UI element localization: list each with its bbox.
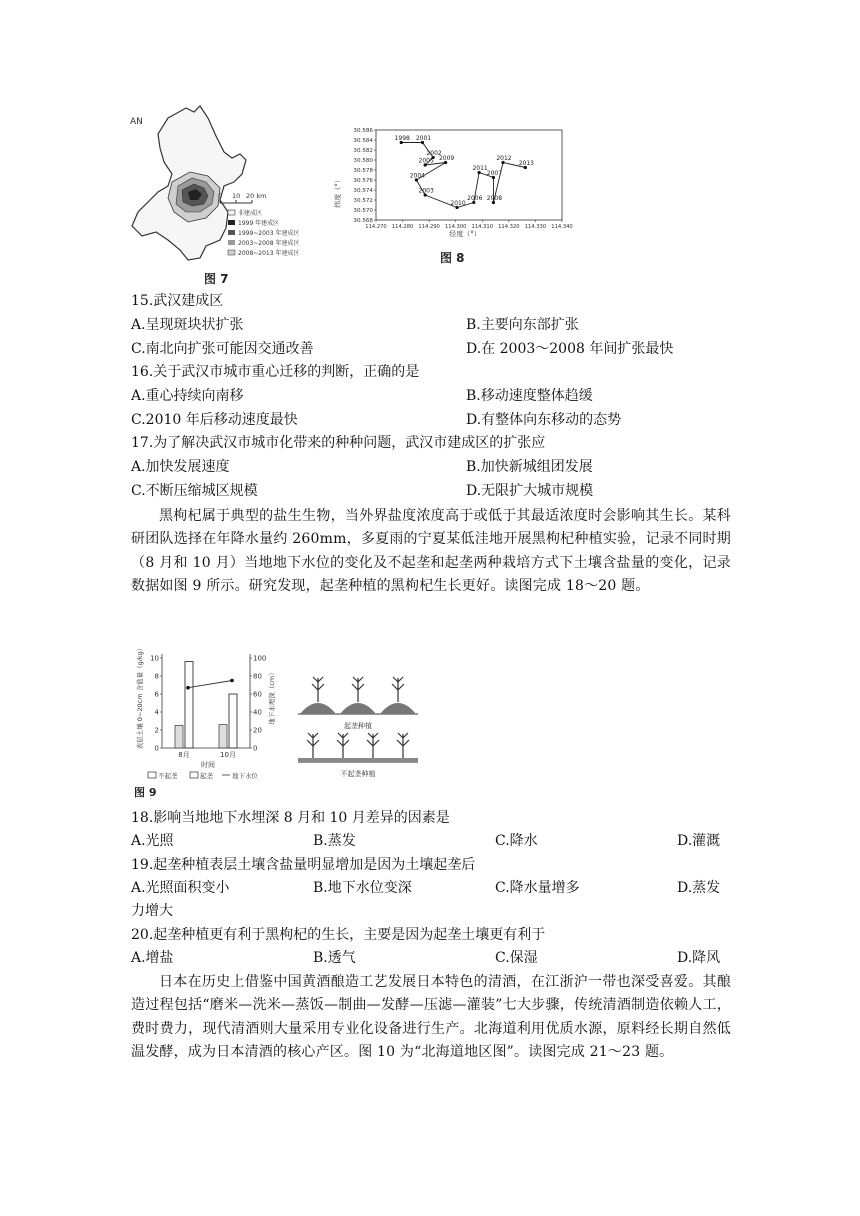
passage-japanese-sake: 日本在历史上借鉴中国黄酒酿造工艺发展日本特色的清酒，在江浙沪一带也深受喜爱。其酿造过程包括“磨米—洗米—蒸饭—制曲—发酵—压滤—灌装”七大步骤，传统清酒制造依赖人工，费时费力，现代清酒则大量采用专业化设备进行生产。北海道利用优质水源，原料经长期自然低温发酵，成为日本清酒的核心产区。图 10 为“北海道地区图”。读图完成 21～23 题。 bbox=[131, 974, 731, 1061]
figure-8-caption: 图 8 bbox=[440, 251, 465, 265]
fig8-x-tick-label: 114.280 bbox=[391, 224, 414, 230]
fig8-y-tick-label: 30.570 bbox=[353, 208, 373, 214]
q19-stem: 19.起垄种植表层土壤含盐量明显增加是因为土壤起垄后 bbox=[131, 857, 476, 873]
fig8-point-label-2002: 2002 bbox=[426, 150, 442, 157]
q19-option-a[interactable]: A.光照面积变小 bbox=[131, 880, 230, 896]
fig9-groundwater-line bbox=[188, 681, 232, 688]
fig8-plot-frame bbox=[376, 130, 562, 220]
fig8-point-label-2011: 2011 bbox=[472, 165, 488, 172]
legend-item-5: 2008~2013 年建成区 bbox=[238, 250, 300, 257]
fig9-left-tick-label: 10 bbox=[150, 654, 159, 663]
fig8-y-tick-label: 30.580 bbox=[353, 158, 373, 164]
label-flat-planting: 不起垄种植 bbox=[340, 770, 376, 778]
fig8-ylabel: 纬度（°） bbox=[334, 176, 342, 208]
north-arrow-label: AN bbox=[130, 117, 143, 127]
q19-option-d-continued: 力增大 bbox=[131, 903, 173, 919]
fig8-point-label-2013: 2013 bbox=[518, 160, 534, 167]
fig8-x-tick-label: 114.330 bbox=[524, 224, 547, 230]
fig9-ylabel-left: 表层土壤 0~20cm 含盐量（g/kg） bbox=[136, 644, 144, 750]
fig9-right-tick-label: 60 bbox=[253, 690, 262, 699]
scale-tick-0: 0 bbox=[218, 192, 223, 200]
fig9-right-tick-label: 80 bbox=[253, 672, 262, 681]
fig8-y-tick-label: 30.576 bbox=[353, 178, 373, 184]
q15-option-a[interactable]: A.呈现斑块状扩张 bbox=[131, 317, 244, 333]
fig8-point-label-2003: 2003 bbox=[418, 187, 434, 195]
fig9-legend-flat: 不起垄 bbox=[158, 772, 178, 780]
label-ridge-planting: 起垄种植 bbox=[344, 722, 372, 730]
map-legend bbox=[228, 209, 299, 257]
figure-9-caption: 图 9 bbox=[134, 786, 157, 799]
q15-option-c[interactable]: C.南北向扩张可能因交通改善 bbox=[131, 341, 314, 357]
figure-7-caption: 图 7 bbox=[204, 272, 229, 286]
q18-option-a[interactable]: A.光照 bbox=[131, 833, 174, 849]
q17-option-b[interactable]: B.加快新城组团发展 bbox=[466, 459, 593, 475]
q17-stem: 17.为了解决武汉市城市化带来的种种问题，武汉市建成区的扩张应 bbox=[131, 435, 546, 451]
fig8-x-tick-label: 114.310 bbox=[471, 224, 494, 230]
fig8-y-tick-label: 30.574 bbox=[353, 188, 373, 194]
q20-option-d[interactable]: D.降风 bbox=[677, 950, 721, 966]
fig9-left-tick-label: 2 bbox=[154, 726, 159, 735]
fig9-legend-groundwater: 地下水位 bbox=[232, 772, 258, 780]
fig8-y-tick-label: 30.586 bbox=[353, 128, 373, 134]
fig8-point-label-2009: 2009 bbox=[438, 155, 455, 162]
fig8-y-tick-label: 30.578 bbox=[353, 168, 373, 174]
q19-option-b[interactable]: B.地下水位变深 bbox=[313, 880, 412, 896]
q20-stem: 20.起垄种植更有利于黑枸杞的生长，主要是因为起垄土壤更有利于 bbox=[131, 927, 546, 943]
fig8-point-label-2001: 2001 bbox=[415, 135, 432, 142]
fig8-point-label-2007: 2007 bbox=[486, 170, 503, 177]
fig9-xlabel: 时间 bbox=[201, 761, 215, 769]
q18-option-b[interactable]: B.蒸发 bbox=[313, 833, 356, 849]
q17-option-a[interactable]: A.加快发展速度 bbox=[131, 459, 230, 475]
q16-option-a[interactable]: A.重心持续向南移 bbox=[131, 388, 244, 404]
figure-8-chart bbox=[330, 122, 573, 268]
q19-option-c[interactable]: C.降水量增多 bbox=[495, 880, 580, 896]
flat-planting-illustration bbox=[298, 733, 418, 778]
fig9-right-tick-label: 40 bbox=[253, 708, 262, 717]
legend-item-2: 1999 年建成区 bbox=[238, 220, 280, 227]
fig8-x-tick-label: 114.340 bbox=[551, 224, 573, 230]
fig8-x-tick-label: 114.270 bbox=[365, 224, 387, 230]
fig9-left-tick-label: 8 bbox=[154, 672, 159, 681]
fig8-y-tick-label: 30.568 bbox=[353, 218, 373, 224]
fig8-point-label-2010: 2010 bbox=[450, 200, 466, 207]
fig9-bar-flat-1 bbox=[219, 725, 227, 748]
figure-7-map bbox=[128, 100, 320, 290]
fig9-bar-ridge-1 bbox=[229, 694, 237, 748]
fig8-point-label-1998: 1998 bbox=[394, 135, 410, 142]
q16-option-d[interactable]: D.有整体向东移动的态势 bbox=[466, 412, 622, 428]
fig9-right-tick-label: 20 bbox=[253, 726, 262, 735]
fig8-point-label-2008: 2008 bbox=[486, 195, 503, 202]
q19-option-d[interactable]: D.蒸发 bbox=[677, 880, 721, 896]
fig8-y-tick-label: 30.572 bbox=[353, 198, 373, 204]
fig8-x-tick-label: 114.290 bbox=[418, 224, 440, 230]
fig8-x-tick-label: 114.300 bbox=[444, 224, 467, 230]
q16-stem: 16.关于武汉市城市重心迁移的判断，正确的是 bbox=[131, 364, 420, 380]
q16-option-c[interactable]: C.2010 年后移动速度最快 bbox=[131, 412, 298, 428]
legend-item-1: 非建成区 bbox=[238, 210, 263, 217]
fig8-x-tick-label: 114.320 bbox=[498, 224, 520, 230]
q15-option-d[interactable]: D.在 2003～2008 年间扩张最快 bbox=[466, 341, 674, 357]
fig8-point-label-2004: 2004 bbox=[409, 172, 426, 180]
fig8-y-tick-label: 30.584 bbox=[353, 138, 373, 144]
q16-option-b[interactable]: B.移动速度整体趋缓 bbox=[466, 388, 593, 404]
legend-item-4: 2003~2008 年建成区 bbox=[238, 240, 300, 247]
fig9-ylabel-right: 地下水埋深（cm） bbox=[268, 669, 276, 725]
fig8-xlabel: 经度（°） bbox=[449, 230, 481, 238]
ridge-planting-illustration bbox=[298, 677, 418, 730]
fig9-groundwater-point-0 bbox=[186, 686, 190, 690]
scale-tick-20: 20 km bbox=[246, 192, 267, 200]
q18-option-c[interactable]: C.降水 bbox=[495, 833, 538, 849]
fig8-point-label-2006: 2006 bbox=[467, 195, 483, 202]
fig8-y-tick-label: 30.582 bbox=[353, 148, 373, 154]
fig9-legend bbox=[148, 771, 259, 780]
q18-stem: 18.影响当地地下水埋深 8 月和 10 月差异的因素是 bbox=[131, 810, 450, 826]
fig9-left-tick-label: 6 bbox=[154, 690, 159, 699]
fig9-right-tick-label: 0 bbox=[253, 744, 258, 753]
q17-option-c[interactable]: C.不断压缩城区规模 bbox=[131, 483, 258, 499]
fig9-category-label-1: 10月 bbox=[220, 751, 236, 759]
legend-item-3: 1999~2003 年建成区 bbox=[238, 230, 300, 237]
q17-option-d[interactable]: D.无限扩大城市规模 bbox=[466, 483, 594, 499]
q15-stem: 15.武汉建成区 bbox=[131, 293, 224, 309]
fig8-point-label-2005: 2005 bbox=[418, 157, 434, 165]
q20-option-a[interactable]: A.增盐 bbox=[131, 950, 174, 966]
figure-9 bbox=[128, 622, 428, 802]
q15-option-b[interactable]: B.主要向东部扩张 bbox=[466, 317, 579, 333]
fig9-bar-ridge-0 bbox=[185, 662, 193, 748]
fig9-left-tick-label: 4 bbox=[154, 708, 159, 717]
scale-tick-10: 10 bbox=[232, 192, 241, 200]
fig9-left-tick-label: 0 bbox=[154, 744, 159, 753]
fig8-point-label-2012: 2012 bbox=[496, 155, 512, 162]
fig9-legend-ridge: 起垄 bbox=[200, 772, 213, 780]
q20-option-b[interactable]: B.透气 bbox=[313, 950, 356, 966]
fig9-groundwater-point-1 bbox=[230, 679, 234, 683]
q20-option-c[interactable]: C.保湿 bbox=[495, 950, 538, 966]
fig9-category-label-0: 8月 bbox=[178, 751, 190, 759]
q18-option-d[interactable]: D.灌溉 bbox=[677, 833, 721, 849]
passage-black-goji: 黑枸杞属于典型的盐生生物，当外界盐度浓度高于或低于其最适浓度时会影响其生长。某科研团队选择在年降水量约 260mm，多夏雨的宁夏某低洼地开展黑枸杞种植实验，记录不同时期（8 月和 10 月）当地地下水位的变化及不起垄和起垄两种栽培方式下土壤含盐量的变化，记录数据如图 9 所示。研究发现，起垄种植的黑枸杞生长更好。读图完成 18～20 题。 bbox=[131, 508, 731, 595]
fig9-right-tick-label: 100 bbox=[253, 654, 267, 663]
fig9-bar-flat-0 bbox=[175, 726, 183, 749]
